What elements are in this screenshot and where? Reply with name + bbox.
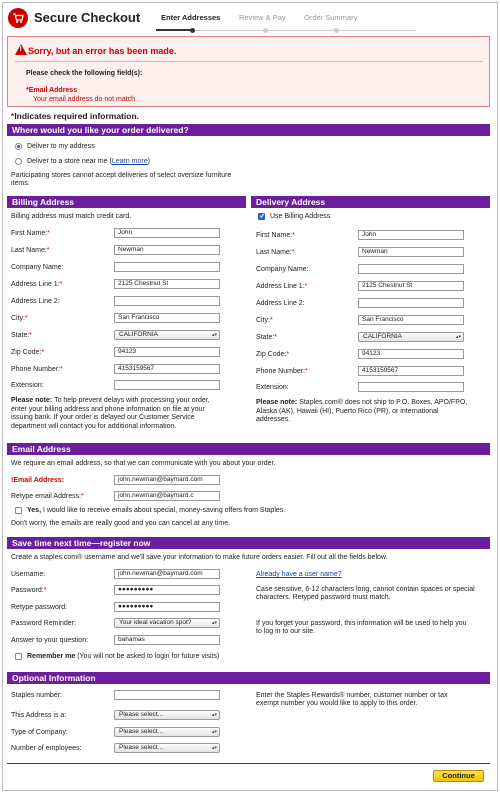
username-label: Username:: [11, 571, 46, 578]
delivery-state-label: State:*: [256, 334, 278, 341]
updown-icon: ▴▾: [455, 334, 461, 340]
answer-input[interactable]: bahamas: [114, 635, 220, 645]
billing-addr2-label: Address Line 2:: [11, 298, 60, 305]
staples-number-input[interactable]: [114, 690, 220, 700]
billing-note: Please note: To help prevent delays with processing your order, enter your billing address and phone information on file at your issuing bank. If your order is delayed our Customer Service department will contact you for additional information.: [11, 397, 210, 430]
employees-select[interactable]: Please select... ▴▾: [114, 743, 220, 753]
retype-email-label: Retype email Address:*: [11, 493, 84, 500]
billing-addr1-input[interactable]: 2125 Chestnut St: [114, 279, 220, 289]
delivery-city-input[interactable]: San Francisco: [358, 315, 464, 325]
password-rules-line2: characters. Retyped password must match.: [256, 594, 391, 601]
answer-label: Answer to your question:: [11, 637, 89, 644]
register-intro: Create a staples.com® username and we'll save your information to make future orders easier. Fill out all the fields below.: [11, 554, 388, 561]
delivery-first-name-label: First Name:*: [256, 232, 295, 239]
delivery-addr2-input[interactable]: [358, 298, 464, 308]
remember-me-checkbox[interactable]: [15, 653, 22, 660]
step-dot-2: [263, 28, 268, 33]
billing-phone-input[interactable]: 4153159567: [114, 364, 220, 374]
email-intro: We require an email address, so that we can communicate with you about your order.: [11, 460, 276, 467]
billing-city-input[interactable]: San Francisco: [114, 313, 220, 323]
required-note: *Indicates required information.: [11, 111, 139, 121]
staples-number-label: Staples number:: [11, 692, 62, 699]
password-reminder-select[interactable]: Your ideal vacation spot? ▴▾: [114, 618, 220, 628]
billing-zip-input[interactable]: 94123: [114, 347, 220, 357]
updown-icon: ▴▾: [211, 745, 217, 751]
retype-password-label: Retype password:: [11, 604, 68, 611]
billing-state-label: State:*: [11, 332, 33, 339]
radio-deliver-store[interactable]: [15, 158, 22, 165]
email-optin-checkbox[interactable]: [15, 507, 22, 514]
option-deliver-store: Deliver to a store near me (Learn more): [27, 158, 150, 165]
delivery-heading: Delivery Address: [251, 196, 490, 208]
password-rules-line1: Case sensitive, 6-12 characters long, cannot contain spaces or special: [256, 586, 475, 593]
billing-ext-label: Extension:: [11, 382, 44, 389]
updown-icon: ▴▾: [211, 620, 217, 626]
delivery-city-label: City:*: [256, 317, 273, 324]
bottom-divider: [7, 763, 490, 764]
delivery-phone-label: Phone Number:*: [256, 368, 308, 375]
delivery-addr1-label: Address Line 1:*: [256, 283, 308, 290]
billing-first-name-input[interactable]: John: [114, 228, 220, 238]
already-have-username-link[interactable]: Already have a user name?: [256, 571, 342, 578]
delivery-note: Please note: Staples.com® does not ship to P.O. Boxes, APO/FPO, Alaska (AK), Hawaii (HI), Puerto Rico (PR), or international addresses.: [256, 399, 468, 423]
password-input[interactable]: ●●●●●●●●●: [114, 585, 220, 595]
billing-company-input[interactable]: [114, 262, 220, 272]
store-note-line2: items.: [11, 180, 30, 187]
checkout-progress: [156, 13, 456, 33]
error-field: *Email Address: [26, 87, 78, 94]
email-reassure: Don't worry, the emails are really good and you can cancel at any time.: [11, 520, 231, 527]
billing-addr1-label: Address Line 1:*: [11, 281, 63, 288]
billing-last-name-input[interactable]: Newman: [114, 245, 220, 255]
password-reminder-label: Password Reminder:: [11, 620, 76, 627]
updown-icon: ▴▾: [211, 332, 217, 338]
email-input[interactable]: john.newman@baymard.com: [114, 475, 220, 485]
delivery-addr2-label: Address Line 2:: [256, 300, 305, 307]
use-billing-label: Use Billing Address: [270, 213, 331, 220]
email-heading: Email Address: [7, 443, 490, 455]
delivery-state-select[interactable]: CALIFORNIA ▴▾: [358, 332, 464, 342]
address-type-label: This Address is a:: [11, 712, 67, 719]
warning-icon: !: [15, 44, 27, 55]
billing-city-label: City:*: [11, 315, 28, 322]
checkout-header: [6, 4, 492, 32]
email-label-error: !Email Address:: [11, 477, 65, 484]
billing-phone-label: Phone Number:*: [11, 366, 63, 373]
username-input[interactable]: john.newman@baymard.com: [114, 569, 220, 579]
staples-help-line1: Enter the Staples Rewards® number, customer number or tax: [256, 692, 448, 699]
employees-label: Number of employees:: [11, 745, 82, 752]
retype-email-input[interactable]: john.newman@baymard.c: [114, 491, 220, 501]
radio-deliver-address[interactable]: [15, 143, 22, 150]
delivery-choice-heading: Where would you like your order delivered?: [7, 124, 490, 136]
billing-intro: Billing address must match credit card.: [11, 213, 132, 220]
step-dot-3: [334, 28, 339, 33]
delivery-phone-input[interactable]: 4153159567: [358, 366, 464, 376]
delivery-ext-input[interactable]: [358, 382, 464, 392]
billing-heading: Billing Address: [7, 196, 246, 208]
error-box: [7, 36, 490, 107]
remember-me-label: Remember me (You will not be asked to login for future visits): [27, 653, 220, 660]
optional-heading: Optional Information: [7, 672, 490, 684]
billing-zip-label: Zip Code:*: [11, 349, 45, 356]
error-prompt: Please check the following field(s):: [26, 70, 143, 77]
continue-button[interactable]: Continue: [433, 770, 484, 782]
delivery-company-label: Company Name:: [256, 266, 309, 273]
register-heading: Save time next time—register now: [7, 537, 490, 549]
billing-company-label: Company Name:: [11, 264, 64, 271]
billing-state-select[interactable]: CALIFORNIA ▴▾: [114, 330, 220, 340]
billing-ext-input[interactable]: [114, 380, 220, 390]
delivery-last-name-label: Last Name:*: [256, 249, 295, 256]
step-order-summary: Order Summary: [304, 13, 358, 22]
reminder-help-line1: If you forget your password, this information will be used to help you: [256, 620, 467, 627]
billing-addr2-input[interactable]: [114, 296, 220, 306]
learn-more-link[interactable]: Learn more: [111, 158, 148, 165]
error-title: Sorry, but an error has been made.: [28, 46, 177, 56]
retype-password-input[interactable]: ●●●●●●●●●: [114, 602, 220, 612]
delivery-last-name-input[interactable]: Newman: [358, 247, 464, 257]
company-type-label: Type of Company:: [11, 729, 68, 736]
delivery-zip-label: Zip Code:*: [256, 351, 290, 358]
delivery-zip-input[interactable]: 94123: [358, 349, 464, 359]
cart-logo-icon: [8, 8, 28, 28]
billing-last-name-label: Last Name:*: [11, 247, 50, 254]
company-type-select[interactable]: Please select... ▴▾: [114, 727, 220, 737]
store-note-line1: Participating stores cannot accept deliveries of select oversize furniture: [11, 172, 232, 179]
step-dot-1: [190, 28, 195, 33]
delivery-company-input[interactable]: [358, 264, 464, 274]
staples-help-line2: exempt number you would like to apply to this order.: [256, 700, 418, 707]
reminder-help-line2: to log in to our site.: [256, 628, 316, 635]
address-type-select[interactable]: Please select... ▴▾: [114, 710, 220, 720]
delivery-ext-label: Extension:: [256, 384, 289, 391]
step-review-pay: Review & Pay: [239, 13, 286, 22]
use-billing-checkbox[interactable]: [258, 213, 265, 220]
delivery-addr1-input[interactable]: 2125 Chestnut St: [358, 281, 464, 291]
progress-line: [156, 30, 416, 31]
delivery-first-name-input[interactable]: John: [358, 230, 464, 240]
billing-first-name-label: First Name:*: [11, 230, 50, 237]
step-enter-addresses: Enter Addresses: [161, 13, 221, 22]
error-message: Your email address do not match: [33, 96, 136, 103]
page-title: Secure Checkout: [34, 10, 141, 25]
email-optin-label: Yes, I would like to receive emails about special, money-saving offers from Staples.: [27, 507, 286, 514]
password-label: Password:*: [11, 587, 47, 594]
updown-icon: ▴▾: [211, 712, 217, 718]
option-deliver-address: Deliver to my address: [27, 143, 95, 150]
updown-icon: ▴▾: [211, 729, 217, 735]
